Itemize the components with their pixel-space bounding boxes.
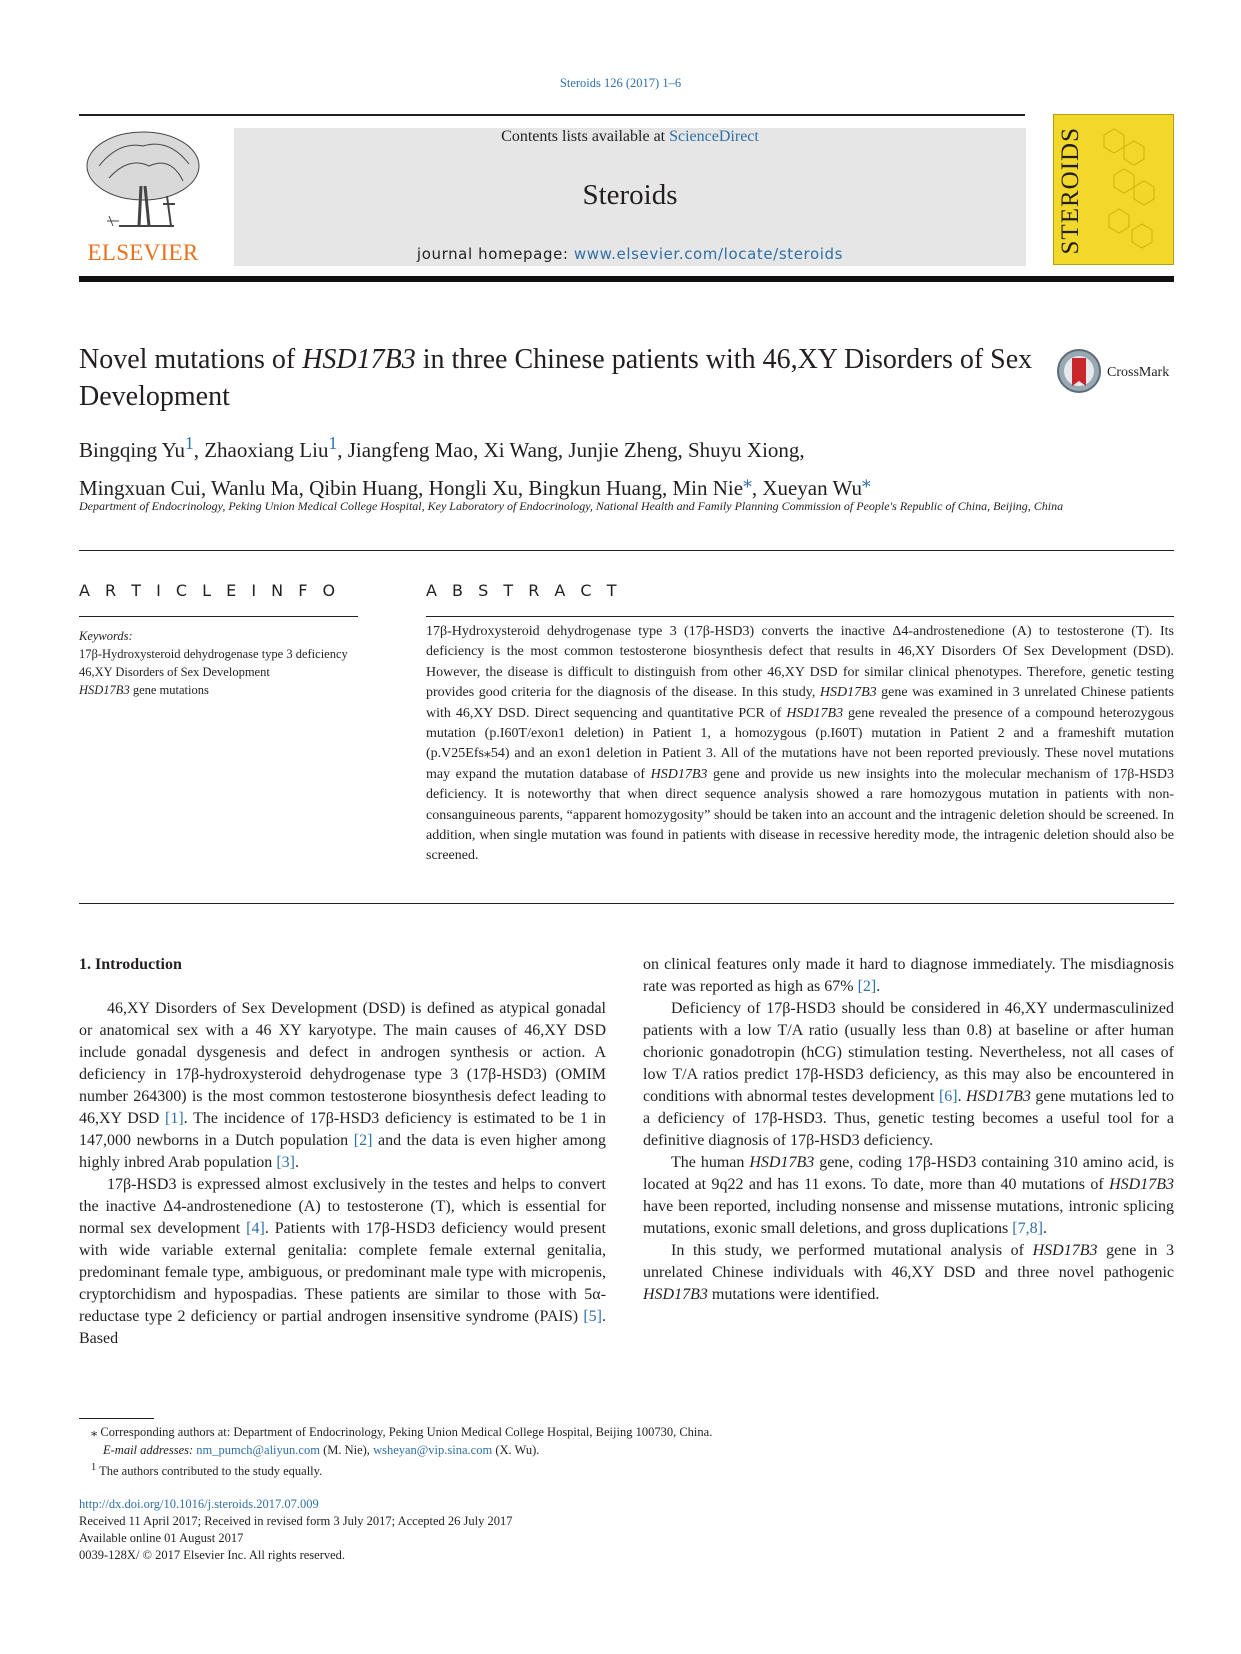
online-date: Available online 01 August 2017: [79, 1531, 244, 1545]
equal-contribution-footnote: $^1$ The authors contributed to the study equally.: [91, 1462, 323, 1479]
affiliation: Department of Endocrinology, Peking Union Medical College Hospital, Key Laboratory of Endocrinology, National Health and Family Planning Commission of People's Republic of China, Beijing, China: [79, 499, 1064, 513]
elsevier-tree-icon: [79, 126, 207, 238]
article-title: Novel mutations of HSD17B3 in three Chinese patients with 46,XY Disorders of Sex Development: [79, 344, 1033, 412]
citation-ref[interactable]: [2]: [857, 978, 877, 995]
divider: [79, 550, 1174, 551]
email-footnote: E-mail addresses: nm_pumch@aliyun.com (M. Nie), wsheyan@vip.sina.com (X. Wu).: [103, 1443, 540, 1457]
email-link[interactable]: nm_pumch@aliyun.com: [196, 1443, 320, 1457]
copyright: 0039-128X/ © 2017 Elsevier Inc. All rights reserved.: [79, 1548, 346, 1562]
citation-ref[interactable]: [3]: [276, 1154, 295, 1171]
body-paragraph: Deficiency of 17β-HSD3 should be considered in 46,XY undermasculinized patients with a low T/A ratio (usually less than 0.8) at baseline or after human chorionic gonadotropin (hCG) stimulation testing. Nevertheless, not all cases of low T/A ratios predict 17β-HSD3 deficiency, as this may also be encountered in conditions with abnormal testes development [6]. HSD17B3 gene mutations led to a deficiency of 17β-HSD3. Thus, genetic testing becomes a useful tool for a definitive diagnosis of 17β-HSD3 deficiency.: [643, 1000, 1175, 1149]
elsevier-logo[interactable]: [79, 126, 207, 268]
article-info-heading: A R T I C L E I N F O: [79, 581, 341, 600]
journal-homepage-link[interactable]: www.elsevier.com/locate/steroids: [573, 245, 844, 263]
keyword-item: HSD17B3 gene mutations: [79, 683, 209, 697]
body-column-right: [643, 954, 1174, 1306]
crossmark-badge[interactable]: [1056, 348, 1176, 396]
divider: [79, 903, 1174, 904]
journal-cover-thumbnail[interactable]: [1053, 114, 1174, 265]
keyword-item: 17β-Hydroxysteroid dehydrogenase type 3 deficiency: [79, 647, 348, 661]
journal-name: Steroids: [582, 179, 678, 211]
corresponding-author-mark[interactable]: ⁎: [861, 471, 871, 491]
abstract-body: 17β-Hydroxysteroid dehydrogenase type 3 (17β-HSD3) converts the inactive Δ4-androstenedione (A) to testosterone (T). Its deficiency is the most common testosterone biosynthesis defect that results in 46,XY Disorders Of Sex Development (DSD). However, the disease is difficult to distinguish from other 46,XY DSD for similar clinical phenotypes. Therefore, genetic testing provides good criteria for the diagnosis of the disease. In this study, HSD17B3 gene was examined in 3 unrelated Chinese patients with 46,XY DSD. Direct sequencing and quantitative PCR of HSD17B3 gene revealed the presence of a compound heterozygous mutation (p.I60T/exon1 deletion) in Patient 1, a homozygous (p.I60T) mutation in Patient 2 and a frameshift mutation (p.V25Efs⁎54) and an exon1 deletion in Patient 3. All of the mutations have not been reported previously. These novel mutations may expand the mutation database of HSD17B3 gene and provide us new insights into the molecular mechanism of 17β-HSD3 deficiency. It is noteworthy that when direct sequence analysis showed a rare homozygous mutation in patients with non-consanguineous parents, “apparent homozygosity” should be taken into an account and the intragenic deletion should be screened. In addition, when single mutation was found in patients with disease in recessive heredity mode, the intragenic deletion should also be screened.: [426, 624, 1175, 864]
footnote-rule: [79, 1418, 154, 1419]
email-link[interactable]: wsheyan@vip.sina.com: [373, 1443, 493, 1457]
doi-link[interactable]: http://dx.doi.org/10.1016/j.steroids.2017.07.009: [79, 1497, 319, 1511]
footnotes: [79, 1423, 1079, 1480]
journal-citation-link[interactable]: Steroids 126 (2017) 1–6: [559, 76, 682, 90]
sciencedirect-link[interactable]: ScienceDirect: [669, 128, 759, 145]
corresponding-author-mark[interactable]: ⁎: [743, 471, 752, 491]
body-paragraph: The human HSD17B3 gene, coding 17β-HSD3 containing 310 amino acid, is located at 9q22 and has 11 exons. To date, more than 40 mutations of HSD17B3 have been reported, including nonsense and missense mutations, intronic splicing mutations, exonic small deletions, and gross duplications [7,8].: [643, 1154, 1174, 1237]
divider: [79, 616, 358, 617]
body-paragraph: 46,XY Disorders of Sex Development (DSD) is defined as atypical gonadal or anatomical sex with a 46 XY karyotype. The main causes of 46,XY DSD include gonadal dysgenesis and defect in androgen synthesis or action. A deficiency in 17β-hydroxysteroid dehydrogenase type 3 (17β-HSD3) (OMIM number 264300) is the most common testosterone biosynthesis defect leading to 46,XY DSD [1]. The incidence of 17β-HSD3 deficiency is estimated to be 1 in 147,000 newborns in a Dutch population [2] and the data is even higher among highly inbred Arab population [3].: [79, 1000, 607, 1171]
received-dates: Received 11 April 2017; Received in revised form 3 July 2017; Accepted 26 July 2017: [79, 1514, 513, 1528]
body-column-left: [79, 954, 606, 1350]
crossmark-icon: [1056, 348, 1102, 394]
abstract-heading: A B S T R A C T: [426, 581, 622, 600]
section-heading: 1. Introduction: [79, 956, 182, 973]
citation-ref[interactable]: [1]: [165, 1110, 184, 1127]
elsevier-wordmark: ELSEVIER: [87, 240, 199, 265]
keyword-item: 46,XY Disorders of Sex Development: [79, 665, 270, 679]
publication-info: [79, 1496, 779, 1564]
citation-ref[interactable]: [7,8]: [1012, 1220, 1043, 1237]
body-paragraph: on clinical features only made it hard to diagnose immediately. The misdiagnosis rate was reported as high as 67% [2].: [643, 956, 1174, 995]
citation-ref[interactable]: [4]: [246, 1220, 265, 1237]
body-paragraph: In this study, we performed mutational analysis of HSD17B3 gene in 3 unrelated Chinese individuals with 46,XY DSD and three novel pathogenic HSD17B3 mutations were identified.: [643, 1242, 1174, 1303]
citation-ref[interactable]: [6]: [938, 1088, 958, 1105]
author-affiliation-mark[interactable]: 1: [328, 433, 338, 453]
author-affiliation-mark[interactable]: 1: [184, 433, 194, 453]
citation-ref[interactable]: [5]: [583, 1308, 602, 1325]
contents-line: Contents lists available at ScienceDirect: [501, 128, 759, 145]
keywords-label: Keywords:: [79, 629, 133, 643]
keywords-block: [79, 627, 358, 699]
header-top-rule: [79, 114, 1025, 116]
homepage-line: journal homepage: www.elsevier.com/locate/steroids: [416, 245, 844, 263]
header-bottom-rule: [79, 276, 1174, 282]
cover-title: STEROIDS: [1057, 126, 1084, 254]
crossmark-label: CrossMark: [1107, 365, 1170, 380]
citation-ref[interactable]: [2]: [353, 1132, 373, 1149]
journal-banner: [234, 128, 1026, 266]
author-list: Bingqing Yu$^1$, Zhaoxiang Liu$^1$, Jiangfeng Mao, Xi Wang, Junjie Zheng, Shuyu Xiong, Mingxuan Cui, Wanlu Ma, Qibin Huang, Hongli Xu, Bingkun Huang, Min Nie⁎, Xueyan Wu⁎: [79, 433, 871, 500]
corresponding-footnote: ⁎ Corresponding authors at: Department of Endocrinology, Peking Union Medical College Hospital, Beijing 100730, China.: [91, 1425, 713, 1439]
divider: [426, 616, 1174, 617]
body-paragraph: 17β-HSD3 is expressed almost exclusively in the testes and helps to convert the inactive Δ4-androstenedione (A) to testosterone (T), which is essential for normal sex development [4]. Patients with 17β-HSD3 deficiency would present with wide variable external genitalia: complete female external genitalia, predominant female type, ambiguous, or predominant male type with micropenis, cryptorchidism and hypospadias. These patients are similar to those with 5α-reductase type 2 deficiency or partial androgen insensitive syndrome (PAIS) [5]. Based: [79, 1176, 606, 1347]
